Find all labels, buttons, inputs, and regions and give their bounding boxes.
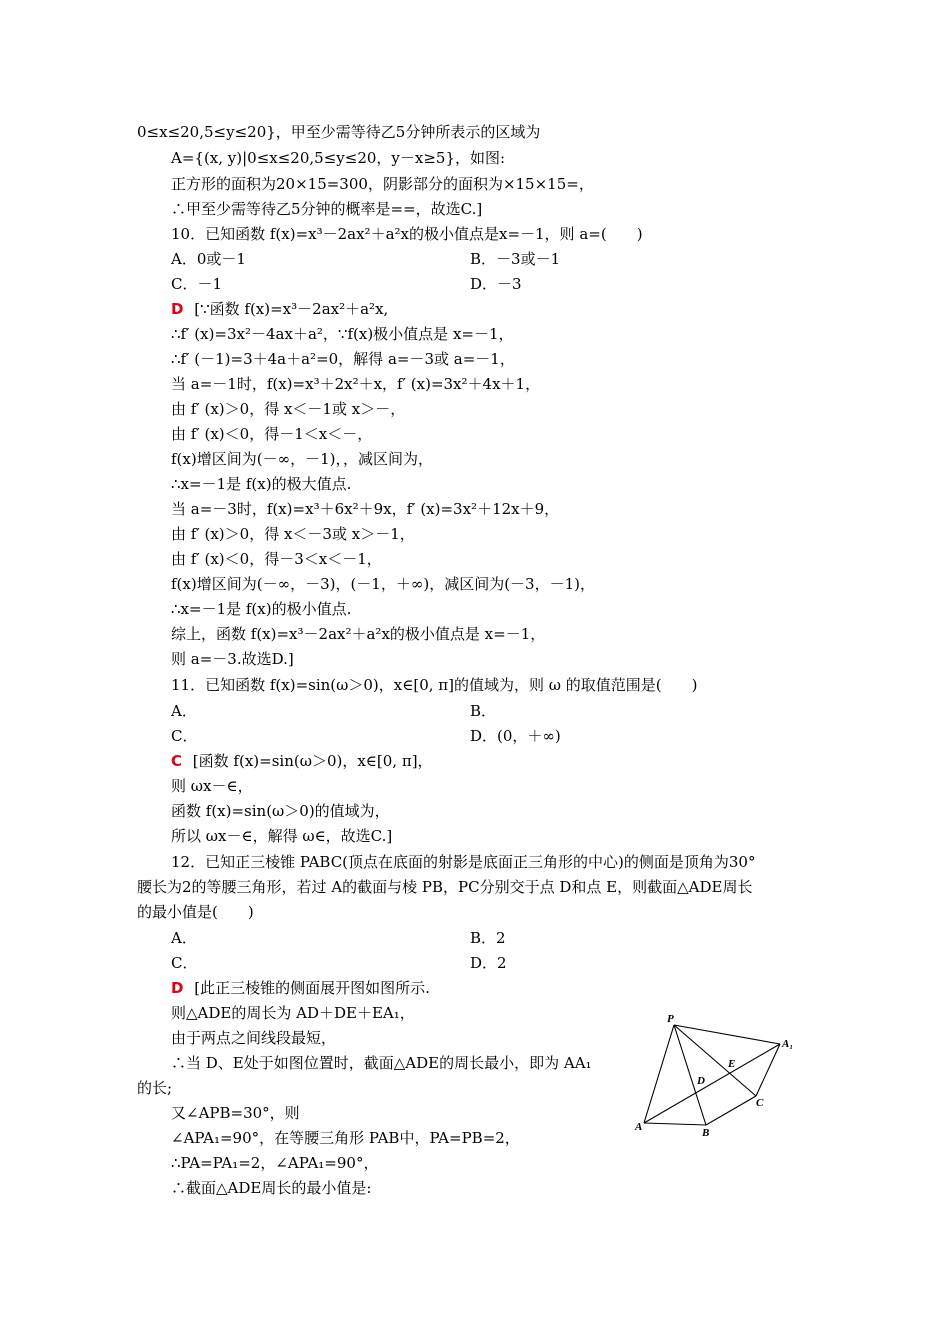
text-line: f(x)增区间为(－∞，－3)，(－1，＋∞)，减区间为(－3，－1)，	[171, 575, 595, 593]
answer-12-line	[171, 978, 430, 998]
answer-text: [∵函数 f(x)=x³－2ax²＋a²x,	[194, 300, 389, 318]
option-a: A．0或－1	[171, 250, 246, 268]
text-line: ∴PA=PA₁=2，∠APA₁=90°，	[171, 1154, 379, 1172]
label-d: D	[697, 1075, 705, 1087]
question-12: 12．已知正三棱锥 PABC(顶点在底面的射影是底面正三角形的中心)的侧面是顶角为30°	[171, 853, 756, 871]
text-line: ∴当 D、E处于如图位置时，截面△ADE的周长最小，即为 AA₁	[171, 1054, 592, 1072]
option-c: C．－1	[171, 275, 223, 293]
label-a: A	[635, 1121, 643, 1133]
text-line: 正方形的面积为20×15=300，阴影部分的面积为×15×15=，	[171, 175, 594, 193]
text-line: ∴f′ (x)=3x²－4ax＋a²，∵f(x)极小值点是 x=－1，	[171, 325, 514, 343]
text-line: ∴x=－1是 f(x)的极大值点.	[171, 475, 352, 493]
option-c: C．	[171, 727, 198, 745]
text-line: 0≤x≤20,5≤y≤20}，甲至少需等待乙5分钟所表示的区域为	[137, 123, 541, 141]
answer-mark: D	[171, 979, 184, 997]
option-b: B．	[470, 702, 497, 720]
text-line: 由 f′ (x)＞0，得 x＜－1或 x＞－，	[171, 400, 406, 418]
text-line: ∴f′ (－1)=3＋4a＋a²=0，解得 a=－3或 a=－1，	[171, 350, 515, 368]
text-line: 函数 f(x)=sin(ω＞0)的值域为，	[171, 802, 390, 820]
text-line: 又∠APB=30°，则	[171, 1104, 300, 1122]
option-b: B．2	[470, 929, 506, 947]
text-line: 的长;	[137, 1079, 173, 1097]
label-c: C	[756, 1097, 764, 1109]
text-line: 综上，函数 f(x)=x³－2ax²＋a²x的极小值点是 x=－1，	[171, 625, 546, 643]
answer-mark: D	[171, 300, 184, 318]
text-line: f(x)增区间为(－∞，－1)，，减区间为，	[171, 450, 433, 468]
answer-text: [函数 f(x)=sin(ω＞0)，x∈[0, π]，	[192, 752, 433, 770]
text-line: 由 f′ (x)＞0，得 x＜－3或 x＞－1，	[171, 525, 415, 543]
text-line: 则 a=－3.故选D.]	[171, 650, 294, 668]
label-p: P	[667, 1013, 674, 1025]
text-line: 由 f′ (x)＜0，得－1＜x＜－，	[171, 425, 373, 443]
option-d: D．2	[470, 954, 507, 972]
pyramid-net-figure	[630, 1010, 810, 1145]
option-c: C．	[171, 954, 198, 972]
text-line: 的最小值是( )	[137, 903, 254, 921]
text-line: 由于两点之间线段最短，	[171, 1029, 337, 1047]
answer-10-line	[171, 299, 388, 319]
text-line: 则△ADE的周长为 AD＋DE＋EA₁，	[171, 1004, 415, 1022]
text-line: 则 ωx－∈，	[171, 777, 253, 795]
segment-ab	[644, 1123, 706, 1125]
option-a: A．	[171, 929, 197, 947]
label-a1: A₁	[782, 1038, 794, 1050]
text-line: ∠APA₁=90°，在等腰三角形 PAB中，PA=PB=2，	[171, 1129, 520, 1147]
text-line: 当 a=－1时，f(x)=x³＋2x²＋x，f′ (x)=3x²＋4x＋1，	[171, 375, 541, 393]
text-line: ∴甲至少需等待乙5分钟的概率是==，故选C.]	[171, 200, 483, 218]
label-e: E	[728, 1058, 736, 1070]
segment-pa1	[674, 1025, 780, 1044]
text-line: 所以 ωx－∈，解得 ω∈，故选C.]	[171, 827, 393, 845]
text-line: ∴截面△ADE周长的最小值是:	[171, 1179, 372, 1197]
answer-11-line	[171, 751, 433, 771]
label-b: B	[702, 1127, 710, 1139]
option-d: D．－3	[470, 275, 522, 293]
question-10: 10．已知函数 f(x)=x³－2ax²＋a²x的极小值点是x=－1，则 a=( )	[171, 225, 643, 243]
option-d: D．(0，＋∞)	[470, 727, 561, 745]
option-b: B．－3或－1	[470, 250, 561, 268]
text-line: 由 f′ (x)＜0，得－3＜x＜－1，	[171, 550, 382, 568]
text-line: 当 a=－3时，f(x)=x³＋6x²＋9x，f′ (x)=3x²＋12x＋9，	[171, 500, 560, 518]
text-line: A={(x, y)|0≤x≤20,5≤y≤20，y－x≥5}，如图:	[171, 149, 506, 167]
segment-bc	[706, 1096, 756, 1125]
answer-text: [此正三棱锥的侧面展开图如图所示.	[194, 979, 430, 997]
text-line: ∴x=－1是 f(x)的极小值点.	[171, 600, 352, 618]
segment-pc	[674, 1025, 756, 1096]
segment-ca1	[756, 1044, 780, 1096]
option-a: A．	[171, 702, 197, 720]
question-11: 11．已知函数 f(x)=sin(ω＞0)，x∈[0, π]的值域为，则 ω 的取值范围是( )	[171, 676, 698, 694]
answer-mark: C	[171, 752, 183, 770]
text-line: 腰长为2的等腰三角形，若过 A的截面与棱 PB，PC分别交于点 D和点 E，则截面△ADE周长	[137, 878, 753, 896]
